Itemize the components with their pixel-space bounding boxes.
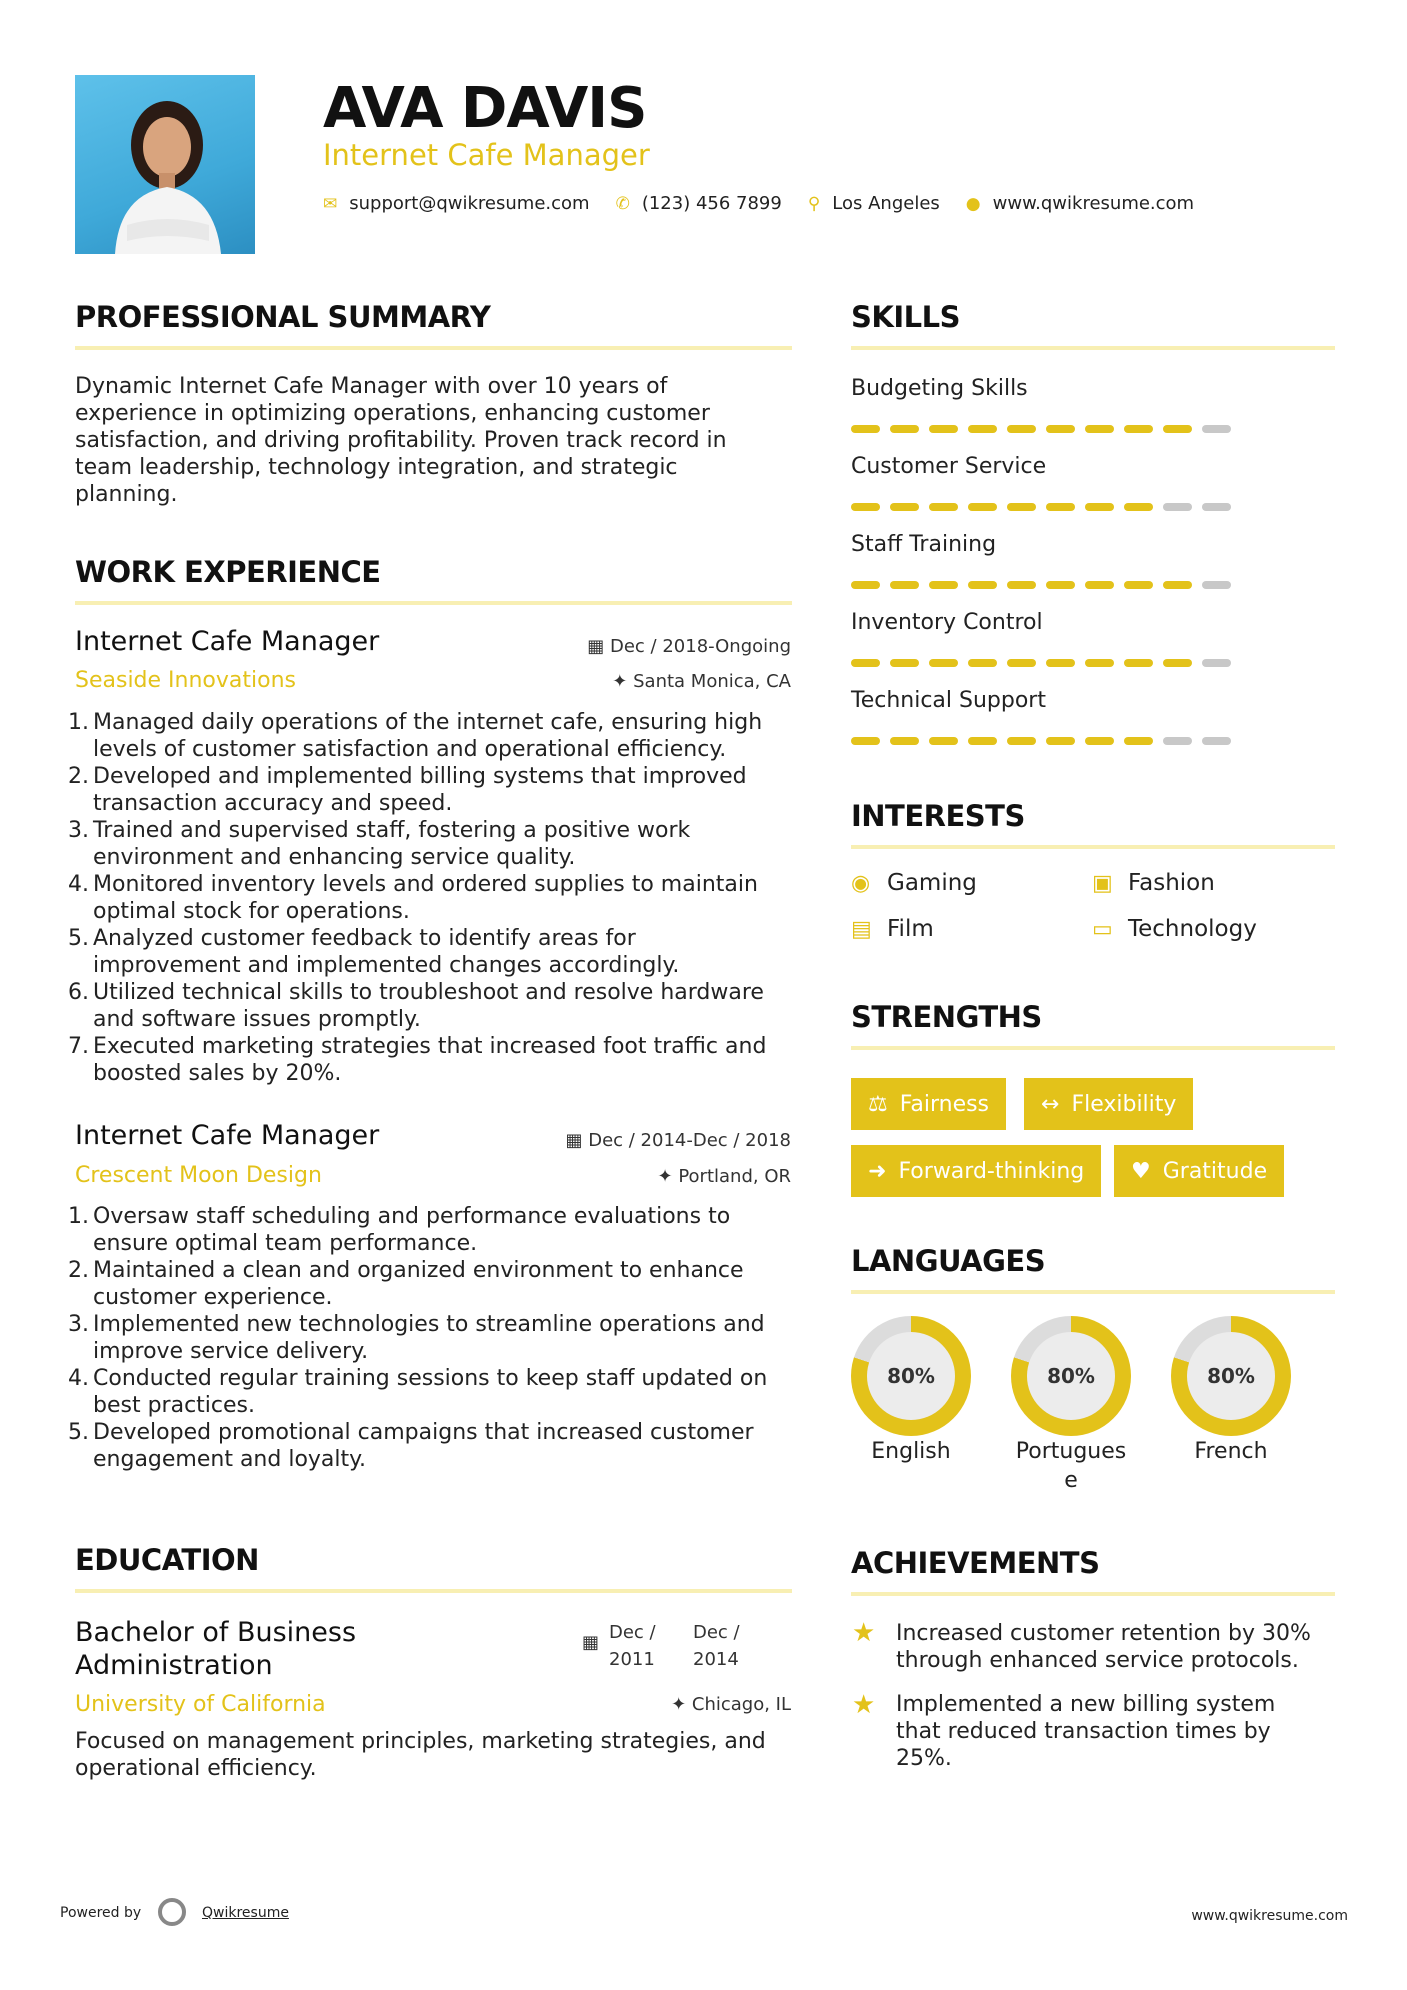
job-title: Internet Cafe Manager [75, 626, 380, 657]
job-company: Seaside Innovations [75, 668, 296, 693]
laptop-icon: ▭ [1092, 916, 1113, 942]
strengths-heading: STRENGTHS [851, 1000, 1042, 1034]
skill-segment [1046, 737, 1075, 745]
achievements-heading: ACHIEVEMENTS [851, 1546, 1100, 1580]
summary-line: Dynamic Internet Cafe Manager with over 10 years of [75, 374, 668, 399]
envelope-icon: ✉ [323, 193, 338, 214]
language-name: French [1194, 1439, 1268, 1464]
edu-end: Dec / 2014 [693, 1622, 740, 1670]
language-name: Portugues e [1015, 1439, 1127, 1493]
languages-divider [851, 1290, 1335, 1294]
skill-segment [1085, 737, 1114, 745]
contact-location: Los Angeles [832, 193, 940, 214]
language-ring [851, 1316, 971, 1436]
language-percent: 80% [1187, 1332, 1275, 1420]
skill-segment [968, 581, 997, 589]
summary-line: planning. [75, 482, 178, 507]
achievement-item: Increased customer retention by 30% through enhanced service protocols. [896, 1621, 1311, 1673]
job-title: Internet Cafe Manager [75, 1120, 380, 1151]
heart-icon: ♥ [1131, 1158, 1151, 1184]
strength-badge: ⚖ Fairness [851, 1078, 1006, 1130]
skill-level-bar [851, 659, 1231, 667]
skill-segment [890, 503, 919, 511]
map-marker-icon: ⚲ [807, 193, 821, 214]
skill-segment [1163, 503, 1192, 511]
skill-segment [851, 425, 880, 433]
skill-segment [929, 659, 958, 667]
skill-segment [851, 581, 880, 589]
school: University of California [75, 1692, 326, 1717]
shopping-bag-icon: ▣ [1092, 870, 1113, 896]
skill-segment [968, 737, 997, 745]
job-duties [68, 709, 805, 1087]
skill-name: Technical Support [851, 688, 1046, 713]
skill-segment [1202, 425, 1231, 433]
skill-level-bar [851, 581, 1231, 589]
school-location [671, 1694, 791, 1715]
skill-segment [1007, 659, 1036, 667]
skill-segment [1202, 581, 1231, 589]
edu-start: Dec / 2011 [609, 1622, 656, 1670]
contact-website[interactable]: www.qwikresume.com [992, 193, 1195, 214]
job-dates [587, 636, 791, 657]
summary-text [75, 373, 792, 508]
summary-heading: PROFESSIONAL SUMMARY [75, 300, 491, 334]
skill-level-bar [851, 503, 1231, 511]
list-item: 2. Maintained a clean and organized environment to enhance customer experience. [68, 1258, 744, 1310]
skill-segment [968, 503, 997, 511]
footer-website[interactable]: www.qwikresume.com [1191, 1908, 1348, 1924]
interests-divider [851, 845, 1335, 849]
list-item: 7. Executed marketing strategies that increased foot traffic and boosted sales by 20%. [68, 1034, 767, 1086]
candidate-title: Internet Cafe Manager [323, 138, 650, 172]
language-ring [1011, 1316, 1131, 1436]
job-company: Crescent Moon Design [75, 1163, 322, 1188]
strength-badge: ➜ Forward-thinking [851, 1145, 1101, 1197]
list-item: 2. Developed and implemented billing systems that improved transaction accuracy and speed. [68, 764, 747, 816]
achievements-divider [851, 1592, 1335, 1596]
powered-by: Powered by [60, 1905, 142, 1921]
summary-line: experience in optimizing operations, enhancing customer [75, 401, 710, 426]
pin-icon: ✦ [612, 671, 634, 692]
star-icon: ★ [852, 1618, 876, 1648]
achievement-item: Implemented a new billing system that reduced transaction times by 25%. [896, 1692, 1276, 1771]
skill-level-bar [851, 737, 1231, 745]
skill-segment [1046, 425, 1075, 433]
list-item: 5. Analyzed customer feedback to identify areas for improvement and implemented changes accordingly. [68, 926, 680, 978]
skill-segment [929, 737, 958, 745]
job-location-text: Portland, OR [678, 1166, 791, 1187]
list-item: 1. Managed daily operations of the internet cafe, ensuring high levels of customer satisfaction and operational efficiency. [68, 710, 763, 762]
skill-segment [1163, 425, 1192, 433]
language-percent: 80% [1027, 1332, 1115, 1420]
skill-name: Customer Service [851, 454, 1047, 479]
calendar-icon: ▦ [582, 1632, 600, 1653]
skill-segment [929, 581, 958, 589]
skill-segment [968, 425, 997, 433]
phone-icon: ✆ [615, 193, 630, 214]
job-location [658, 1166, 791, 1187]
skill-segment [1007, 503, 1036, 511]
job-location [612, 671, 791, 692]
school-location-text: Chicago, IL [691, 1694, 791, 1715]
skill-segment [1163, 581, 1192, 589]
skill-segment [1007, 581, 1036, 589]
list-item: 1. Oversaw staff scheduling and performance evaluations to ensure optimal team performance. [68, 1204, 731, 1256]
skill-segment [851, 659, 880, 667]
skill-segment [1046, 503, 1075, 511]
interest-item: ▣ Fashion [1092, 870, 1215, 896]
skill-segment [890, 425, 919, 433]
degree: Bachelor of Business Administration [75, 1617, 357, 1681]
list-item: 3. Implemented new technologies to streamline operations and improve service delivery. [68, 1312, 765, 1364]
skill-segment [1163, 659, 1192, 667]
arrow-right-icon: ➜ [868, 1158, 887, 1184]
skill-segment [1085, 659, 1114, 667]
skill-segment [1046, 659, 1075, 667]
interest-item: ▤ Film [851, 916, 934, 942]
skill-segment [1007, 737, 1036, 745]
skill-segment [1163, 737, 1192, 745]
strength-badge: ↔ Flexibility [1024, 1078, 1193, 1130]
skill-segment [1085, 503, 1114, 511]
skill-segment [929, 503, 958, 511]
calendar-icon: ▦ [587, 636, 610, 657]
skill-segment [1202, 659, 1231, 667]
brand-link[interactable]: Qwikresume [202, 1905, 289, 1921]
interest-item: ▭ Technology [1092, 916, 1257, 942]
skill-segment [890, 737, 919, 745]
qwikresume-logo-icon [158, 1898, 186, 1926]
skill-segment [851, 737, 880, 745]
pin-icon: ✦ [671, 1694, 692, 1715]
skill-segment [1124, 581, 1153, 589]
skills-heading: SKILLS [851, 300, 960, 334]
skill-segment [1202, 737, 1231, 745]
strength-badge: ♥ Gratitude [1114, 1145, 1284, 1197]
globe-icon: ● [965, 193, 981, 214]
education-heading: EDUCATION [75, 1543, 259, 1577]
interests-heading: INTERESTS [851, 799, 1025, 833]
arrows-horizontal-icon: ↔ [1041, 1091, 1060, 1117]
edu-description: Focused on management principles, marketing strategies, and operational efficiency. [75, 1729, 766, 1781]
contact-phone[interactable]: (123) 456 7899 [641, 193, 782, 214]
skill-segment [1124, 425, 1153, 433]
candidate-name: AVA DAVIS [323, 76, 647, 141]
skill-segment [1202, 503, 1231, 511]
skill-segment [851, 503, 880, 511]
contact-row [323, 193, 1220, 214]
profile-photo [75, 75, 255, 254]
pin-icon: ✦ [657, 1166, 679, 1187]
strengths-divider [851, 1046, 1335, 1050]
skill-segment [1085, 425, 1114, 433]
summary-line: team leadership, technology integration, and strategic [75, 455, 678, 480]
job-dates-text: Dec / 2018-Ongoing [610, 636, 791, 657]
language-name: English [871, 1439, 951, 1464]
skill-segment [968, 659, 997, 667]
calendar-icon: ▦ [565, 1130, 589, 1151]
job-duties [68, 1203, 805, 1473]
list-item: 5. Developed promotional campaigns that increased customer engagement and loyalty. [68, 1420, 754, 1472]
language-ring [1171, 1316, 1291, 1436]
job-dates [565, 1130, 791, 1151]
balance-scale-icon: ⚖ [868, 1091, 888, 1117]
job-location-text: Santa Monica, CA [633, 671, 791, 692]
skill-name: Budgeting Skills [851, 376, 1028, 401]
skill-segment [929, 425, 958, 433]
skills-divider [851, 346, 1335, 350]
list-item: 4. Conducted regular training sessions to keep staff updated on best practices. [68, 1366, 768, 1418]
star-icon: ★ [852, 1690, 876, 1720]
list-item: 4. Monitored inventory levels and ordered supplies to maintain optimal stock for operations. [68, 872, 758, 924]
skill-name: Staff Training [851, 532, 997, 557]
summary-line: satisfaction, and driving profitability. Proven track record in [75, 428, 727, 453]
skill-segment [1085, 581, 1114, 589]
language-percent: 80% [867, 1332, 955, 1420]
list-item: 6. Utilized technical skills to troubleshoot and resolve hardware and software issues promptly. [68, 980, 764, 1032]
film-icon: ▤ [851, 916, 872, 942]
skill-segment [1046, 581, 1075, 589]
skill-segment [1124, 737, 1153, 745]
summary-divider [75, 346, 792, 350]
education-divider [75, 1589, 792, 1593]
skill-segment [890, 659, 919, 667]
experience-divider [75, 601, 792, 605]
skill-segment [1124, 503, 1153, 511]
skill-segment [1124, 659, 1153, 667]
languages-heading: LANGUAGES [851, 1244, 1046, 1278]
skill-level-bar [851, 425, 1231, 433]
job-dates-text: Dec / 2014-Dec / 2018 [588, 1130, 791, 1151]
skill-name: Inventory Control [851, 610, 1043, 635]
skill-segment [890, 581, 919, 589]
gamepad-icon: ◉ [851, 870, 871, 896]
experience-heading: WORK EXPERIENCE [75, 555, 381, 589]
skill-segment [1007, 425, 1036, 433]
interest-item: ◉ Gaming [851, 870, 977, 896]
list-item: 3. Trained and supervised staff, fostering a positive work environment and enhancing service quality. [68, 818, 691, 870]
contact-email[interactable]: support@qwikresume.com [349, 193, 590, 214]
